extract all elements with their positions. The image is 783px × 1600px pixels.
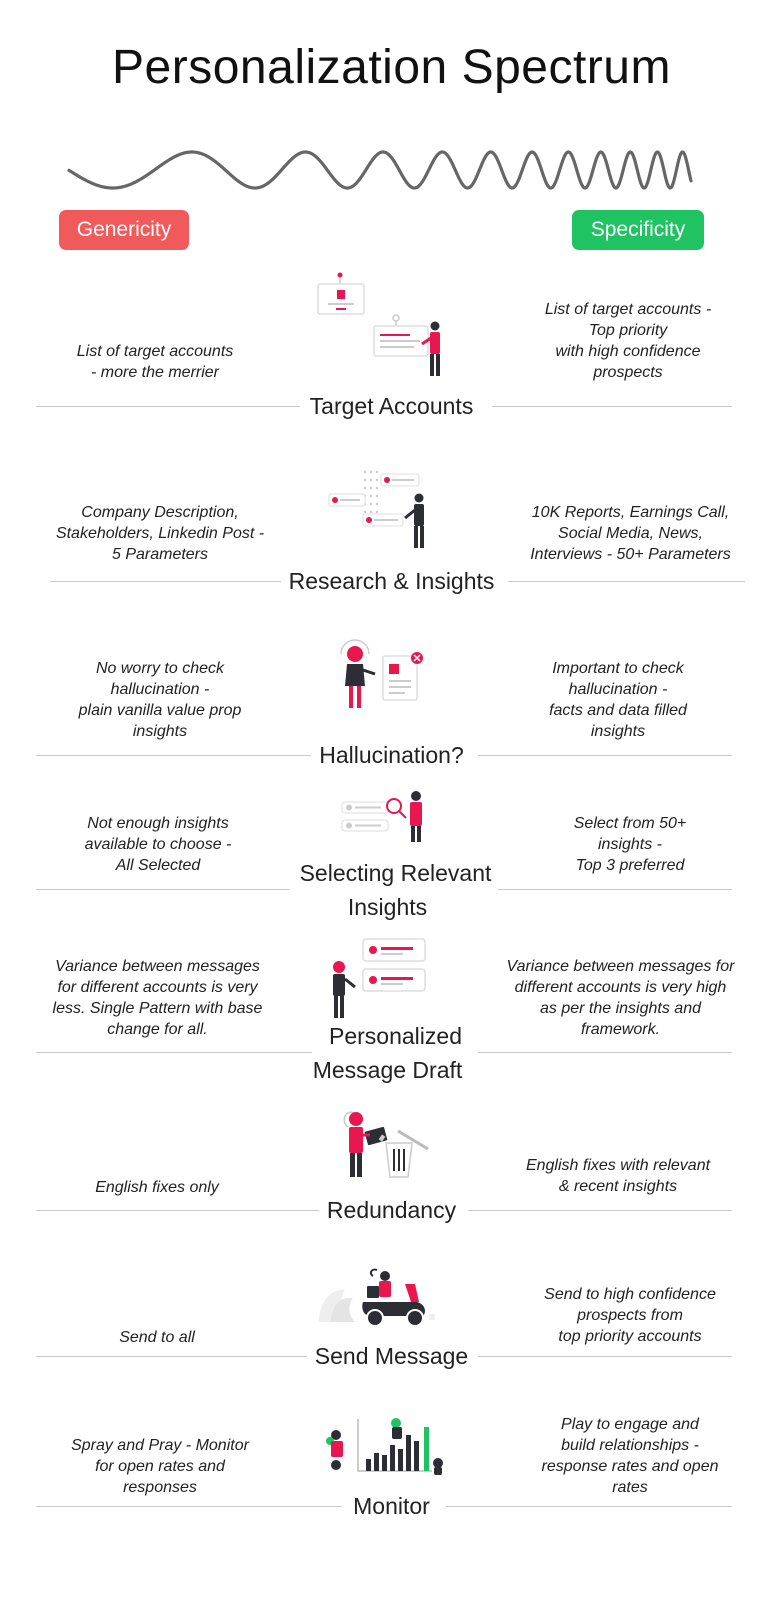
section-selecting-insights bbox=[0, 782, 783, 922]
target-accounts-genericity-text: List of target accounts - more the merrier bbox=[76, 343, 234, 381]
send-message-label: Send Message bbox=[0, 1339, 783, 1373]
target-accounts-specificity-text: List of target accounts - Top priority with high confidence prospects bbox=[544, 301, 712, 381]
section-send-message bbox=[0, 1256, 783, 1376]
monitor-specificity-text: Play to engage and build relationships - response rates and open rates bbox=[541, 1416, 719, 1496]
hallucination-genericity-text: No worry to check hallucination - plain vanilla value prop insights bbox=[78, 660, 242, 740]
section-target-accounts bbox=[0, 262, 783, 432]
target-accounts-illustration bbox=[310, 268, 460, 380]
section-hallucination bbox=[0, 628, 783, 768]
genericity-badge: Genericity bbox=[59, 210, 189, 250]
hallucination-specificity-text: Important to check hallucination - facts and data filled insights bbox=[549, 660, 687, 740]
send-message-genericity-text: Send to all bbox=[119, 1329, 195, 1346]
research-genericity-text: Company Description, Stakeholders, Linkedin Post - 5 Parameters bbox=[55, 504, 265, 563]
monitor-genericity-text: Spray and Pray - Monitor for open rates and responses bbox=[71, 1437, 249, 1496]
page-title: Personalization Spectrum bbox=[112, 41, 671, 94]
message-draft-genericity-text: Variance between messages for different accounts is very less. Single Pattern with base change for all. bbox=[52, 958, 263, 1038]
section-redundancy bbox=[0, 1103, 783, 1233]
message-draft-illustration bbox=[325, 937, 435, 1019]
selecting-genericity-text: Not enough insights available to choose - All Selected bbox=[84, 815, 232, 874]
message-draft-label: Personalized Message Draft bbox=[0, 1019, 783, 1087]
hallucination-label: Hallucination? bbox=[0, 738, 783, 772]
selecting-illustration bbox=[340, 784, 435, 844]
section-research-insights bbox=[0, 458, 783, 598]
research-insights-label: Research & Insights bbox=[0, 564, 783, 598]
specificity-badge: Specificity bbox=[572, 210, 704, 250]
send-message-specificity-text: Send to high confidence prospects from top priority accounts bbox=[544, 1286, 716, 1345]
section-message-draft bbox=[0, 935, 783, 1085]
research-illustration bbox=[325, 464, 435, 549]
research-specificity-text: 10K Reports, Earnings Call, Social Media, News, Interviews - 50+ Parameters bbox=[530, 504, 731, 563]
redundancy-illustration bbox=[338, 1105, 433, 1183]
message-draft-specificity-text: Variance between messages for different accounts is very high as per the insights and framework. bbox=[506, 958, 735, 1038]
hallucination-illustration bbox=[335, 634, 430, 714]
spectrum-wave-icon bbox=[66, 140, 696, 200]
send-message-illustration bbox=[315, 1262, 440, 1328]
redundancy-genericity-text: English fixes only bbox=[95, 1179, 219, 1196]
monitor-illustration bbox=[322, 1415, 450, 1477]
target-accounts-label: Target Accounts bbox=[0, 389, 783, 423]
redundancy-label: Redundancy bbox=[0, 1193, 783, 1227]
selecting-insights-label: Selecting Relevant Insights bbox=[0, 856, 783, 924]
redundancy-specificity-text: English fixes with relevant & recent insights bbox=[525, 1157, 711, 1195]
section-monitor bbox=[0, 1405, 783, 1545]
selecting-specificity-text: Select from 50+ insights - Top 3 preferred bbox=[573, 815, 687, 874]
monitor-label: Monitor bbox=[0, 1489, 783, 1523]
